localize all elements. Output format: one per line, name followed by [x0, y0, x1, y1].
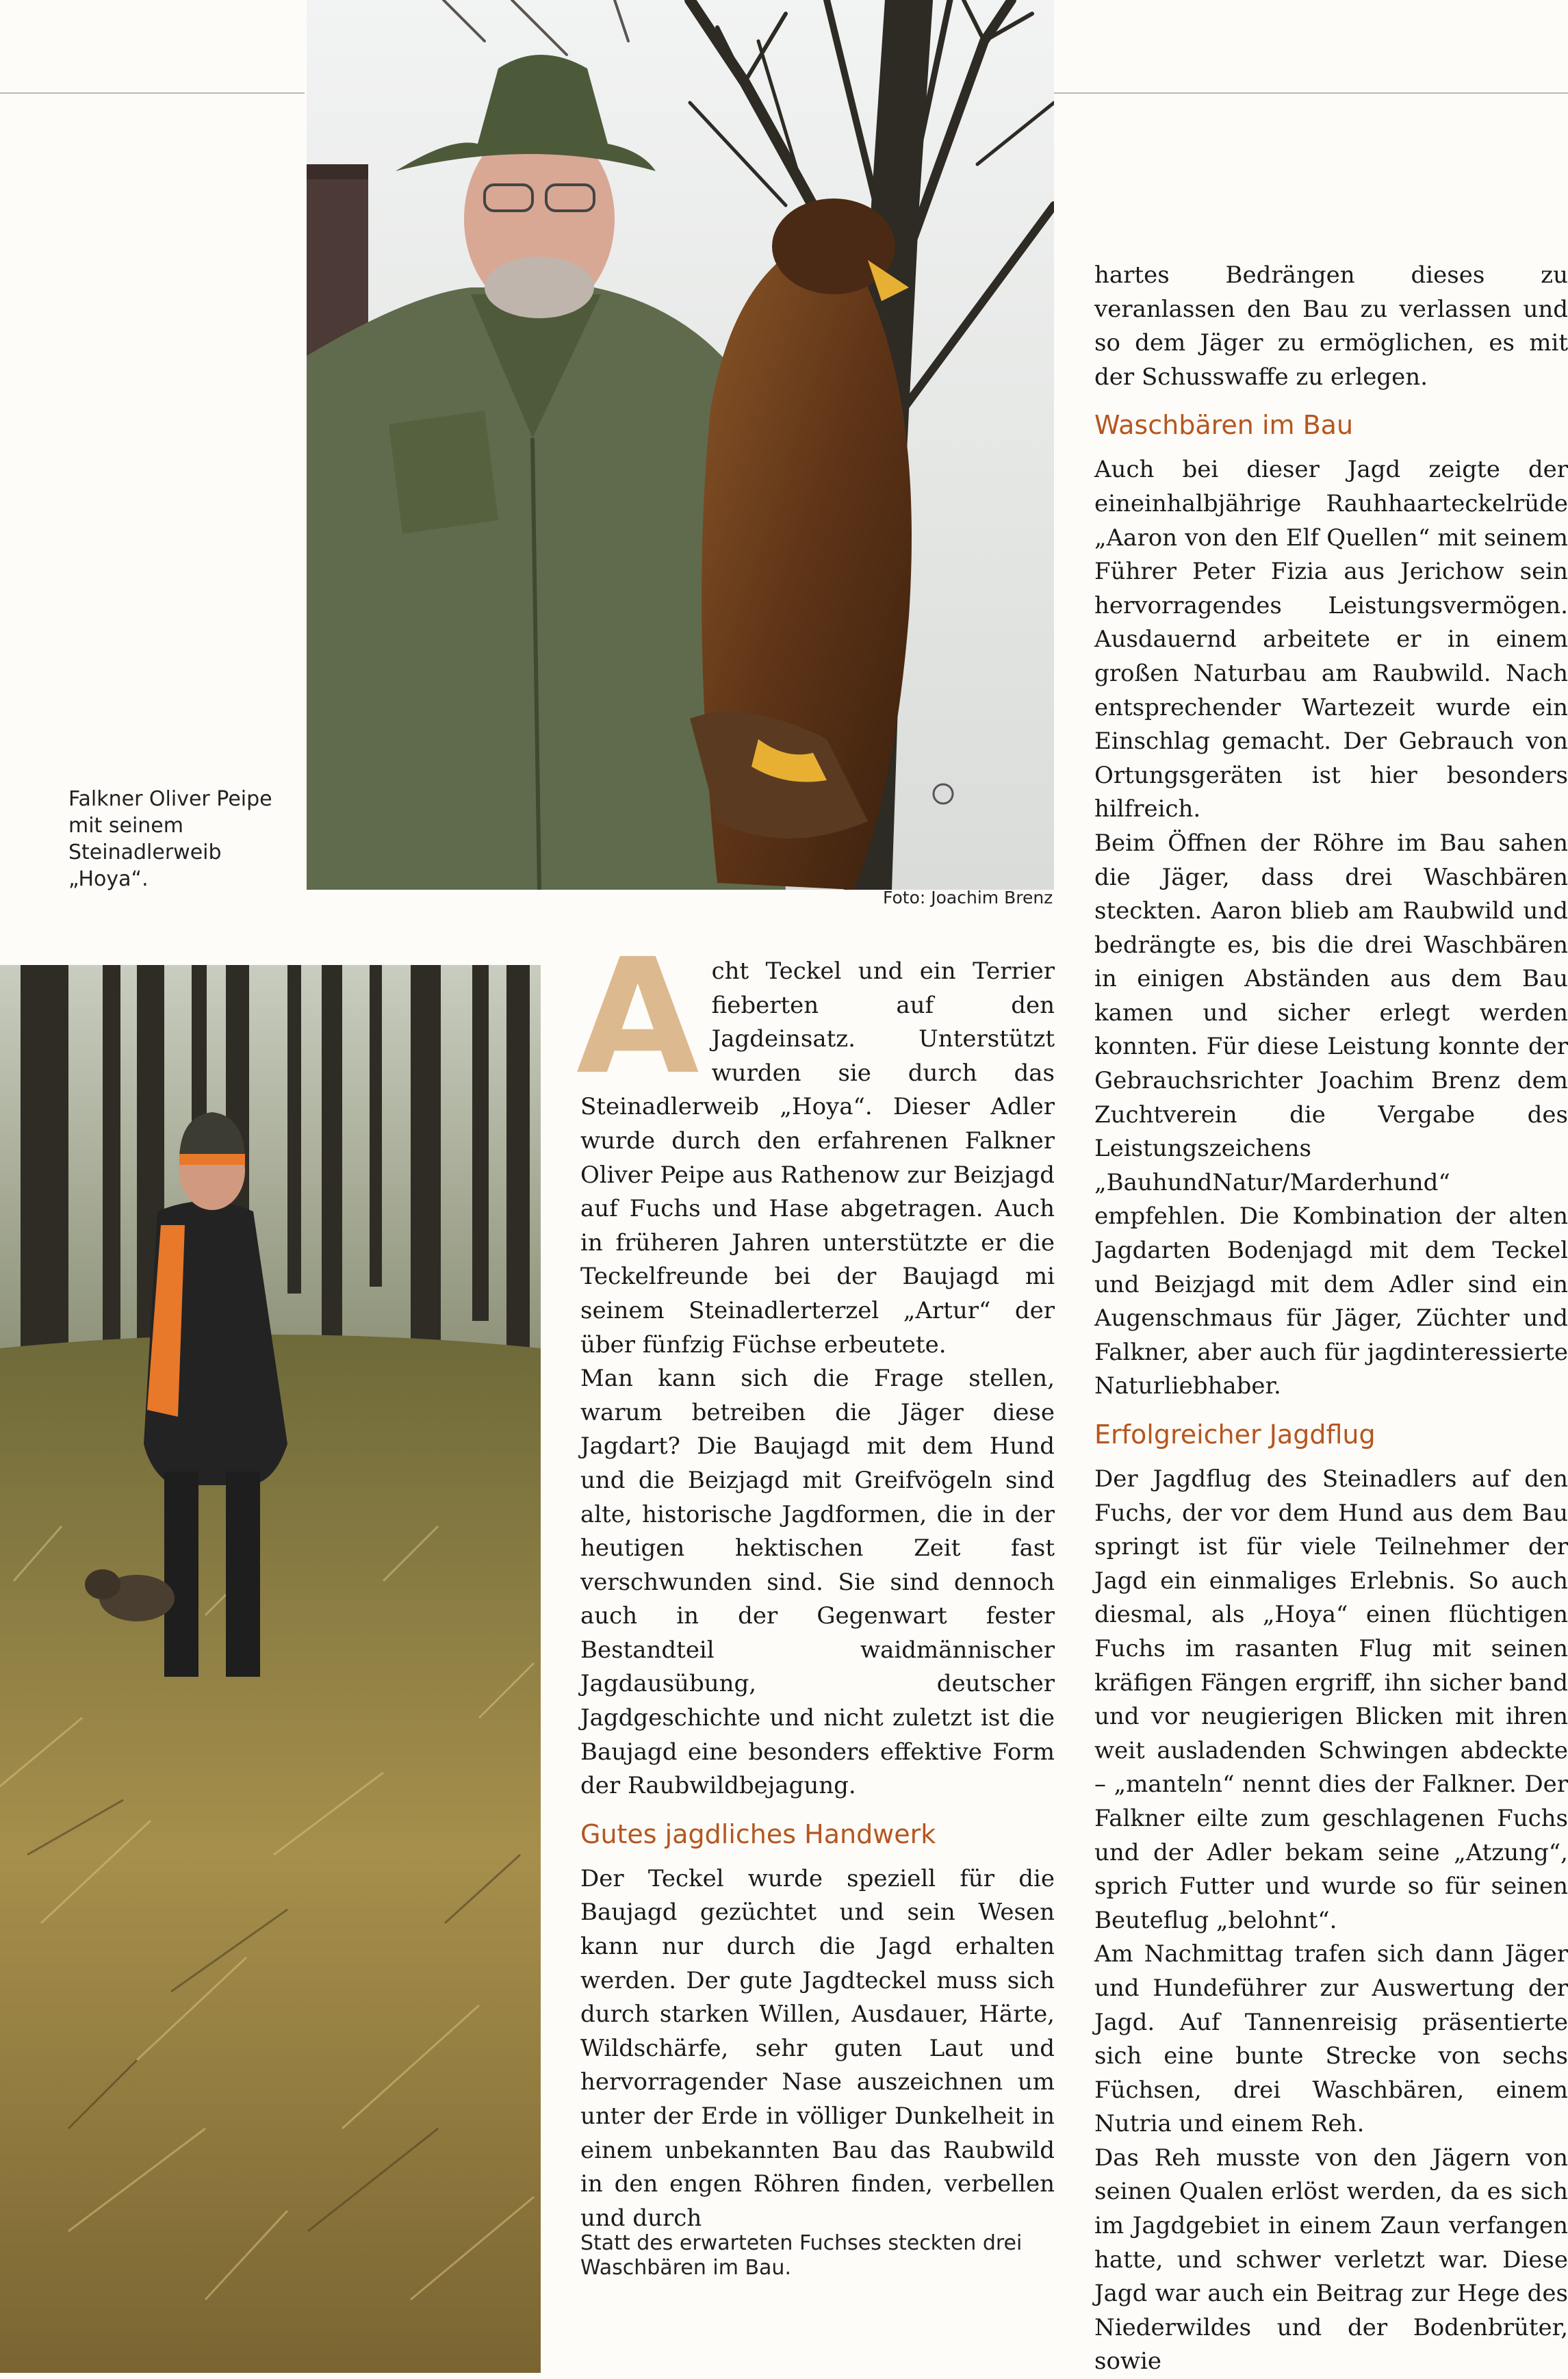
caption-falconer-line: mit seinem — [68, 814, 183, 838]
article-intro: cht Teckel und ein Terrier fieberten auf den Jagdeinsatz. Unterstützt wurden sie durch das Steinadlerweib „Hoya“. Dieser Adler wurde durch den erfahrenen Falkner Oliver Peipe aus Rathenow zur Beizjagd auf Fuchs und Hase abgetragen. Auch in früheren Jahren unterstützte er die Teckelfreunde bei der Baujagd mi seinem Steinadlerterzel „Artur“ der über fünfzig Füchse erbeutete. — [580, 957, 1055, 1359]
article-para-jagdflug-3: Das Reh musste von den Jägern von seinen Qualen erlöst werden, da es sich im Jagdgebiet in einem Zaun verfangen hatte, und schwer verletzt war. Diese Jagd war auch ein Beitrag zur Hege des Niederwildes und der Bodenbrüter, sowie — [1094, 2144, 1568, 2376]
article-para-handwerk: Der Teckel wurde speziell für die Baujagd gezüchtet und sein Wesen kann nur durch die Jagd erhalten werden. Der gute Jagdteckel muss sich durch starken Willen, Ausdauer, Härte, Wildschärfe, sehr guten Laut und hervorragender Nase auszeichnen um unter der Erde in völliger Dunkelheit in einem unbekannten Bau das Raubwild in den engen Röhren finden, verbellen und durch — [580, 1864, 1055, 2232]
caption-falconer-line: Falkner Oliver Peipe — [68, 787, 272, 811]
photo-credit: Foto: Joachim Brenz — [883, 888, 1053, 908]
top-rule-left — [0, 92, 305, 94]
photo-falconer-eagle — [307, 0, 1054, 890]
article-column-middle — [576, 925, 1055, 2235]
caption-waschbaeren-line: Statt des erwarteten Fuchses steckten drei — [580, 2231, 1023, 2255]
caption-falconer-line: Steinadlerweib — [68, 840, 222, 864]
forest-hunter-illustration — [0, 965, 541, 2373]
article-para-jagdflug-2: Am Nachmittag trafen sich dann Jäger und Hundeführer zur Auswertung der Jagd. Auf Tannenreisig präsentierte sich eine bunte Strecke von sechs Füchsen, drei Waschbären, einem Nutria und einem Reh. — [1094, 1940, 1568, 2138]
article-para-jagdflug-1: Der Jagdflug des Steinadlers auf den Fuchs, der vor dem Hund aus dem Bau springt ist für viele Teilnehmer der Jagd ein einmaliges Erlebnis. So auch diesmal, als „Hoya“ einen flüchtigen Fuchs im rasanten Flug mit seinen kräfigen Fängen ergriff, ihn sicher band und vor neugierigen Blicken mit ihren weit ausladenden Schwingen abdeckte – „manteln“ nennt dies der Falkner. Der Falkner eilte zum geschlagenen Fuchs und der Adler bekam seine „Atzung“, sprich Futter und wurde so für seinen Beuteflug „belohnt“. — [1094, 1465, 1568, 1934]
caption-waschbaeren-line: Waschbären im Bau. — [580, 2256, 791, 2280]
top-rule-right — [1054, 92, 1568, 94]
heading-jagdflug: Erfolgreicher Jagdflug — [1094, 1419, 1376, 1450]
article-column-right — [1094, 259, 1568, 2379]
dropcap-letter: A — [576, 925, 699, 1109]
article-right-top: hartes Bedrängen dieses zu veranlassen den Bau zu verlassen und so dem Jäger zu ermöglichen, es mit der Schusswaffe zu erlegen. — [1094, 261, 1568, 391]
photo-forest-hunter — [0, 965, 541, 2373]
caption-waschbaeren — [580, 2231, 1022, 2280]
caption-falconer-line: „Hoya“. — [68, 867, 149, 891]
heading-waschbaeren: Waschbären im Bau — [1094, 410, 1354, 441]
article-para-waschbaeren-1: Auch bei dieser Jagd zeigte der eineinhalbjährige Rauhhaarteckelrüde „Aaron von den Elf Quellen“ mit seinem Führer Peter Fizia aus Jerichow sein hervorragendes Leistungsvermögen. Ausdauernd arbeitete er in einem großen Naturbau am Raubwild. Nach entsprechender Wartezeit wurde ein Einschlag gemacht. Der Gebrauch von Ortungsgeräten ist hier besonders hilfreich. — [1094, 456, 1568, 823]
caption-falconer — [68, 786, 272, 892]
article-para-question: Man kann sich die Frage stellen, warum betreiben die Jäger diese Jagdart? Die Baujagd mit dem Hund und die Beizjagd mit Greifvögeln sind alte, historische Jagdformen, die in der heutigen hektischen Zeit fast verschwunden sind. Sie sind dennoch auch in der Gegenwart fester Bestandteil waidmännischer Jagdausübung, deutscher Jagdgeschichte und nicht zuletzt ist die Baujagd eine besonders effektive Form der Raubwildbejagung. — [580, 1365, 1055, 1800]
heading-handwerk: Gutes jagdliches Handwerk — [580, 1818, 936, 1849]
falconer-eagle-illustration — [307, 0, 1054, 890]
article-para-waschbaeren-2: Beim Öffnen der Röhre im Bau sahen die Jäger, dass drei Waschbären steckten. Aaron blieb am Raubwild und bedrängte es, bis die drei Waschbären in einigen Abständen aus dem Bau kamen und sicher erlegt werden konnten. Für diese Leistung konnte der Gebrauchsrichter Joachim Brenz dem Zuchtverein die Vergabe des Leistungszeichens „BauhundNatur/Marderhund“ empfehlen. Die Kombination der alten Jagdarten Bodenjagd mit dem Teckel und Beizjagd mit dem Adler sind ein Augenschmaus für Jäger, Züchter und Falkner, aber auch für jagdinteressierte Naturliebhaber. — [1094, 829, 1568, 1400]
